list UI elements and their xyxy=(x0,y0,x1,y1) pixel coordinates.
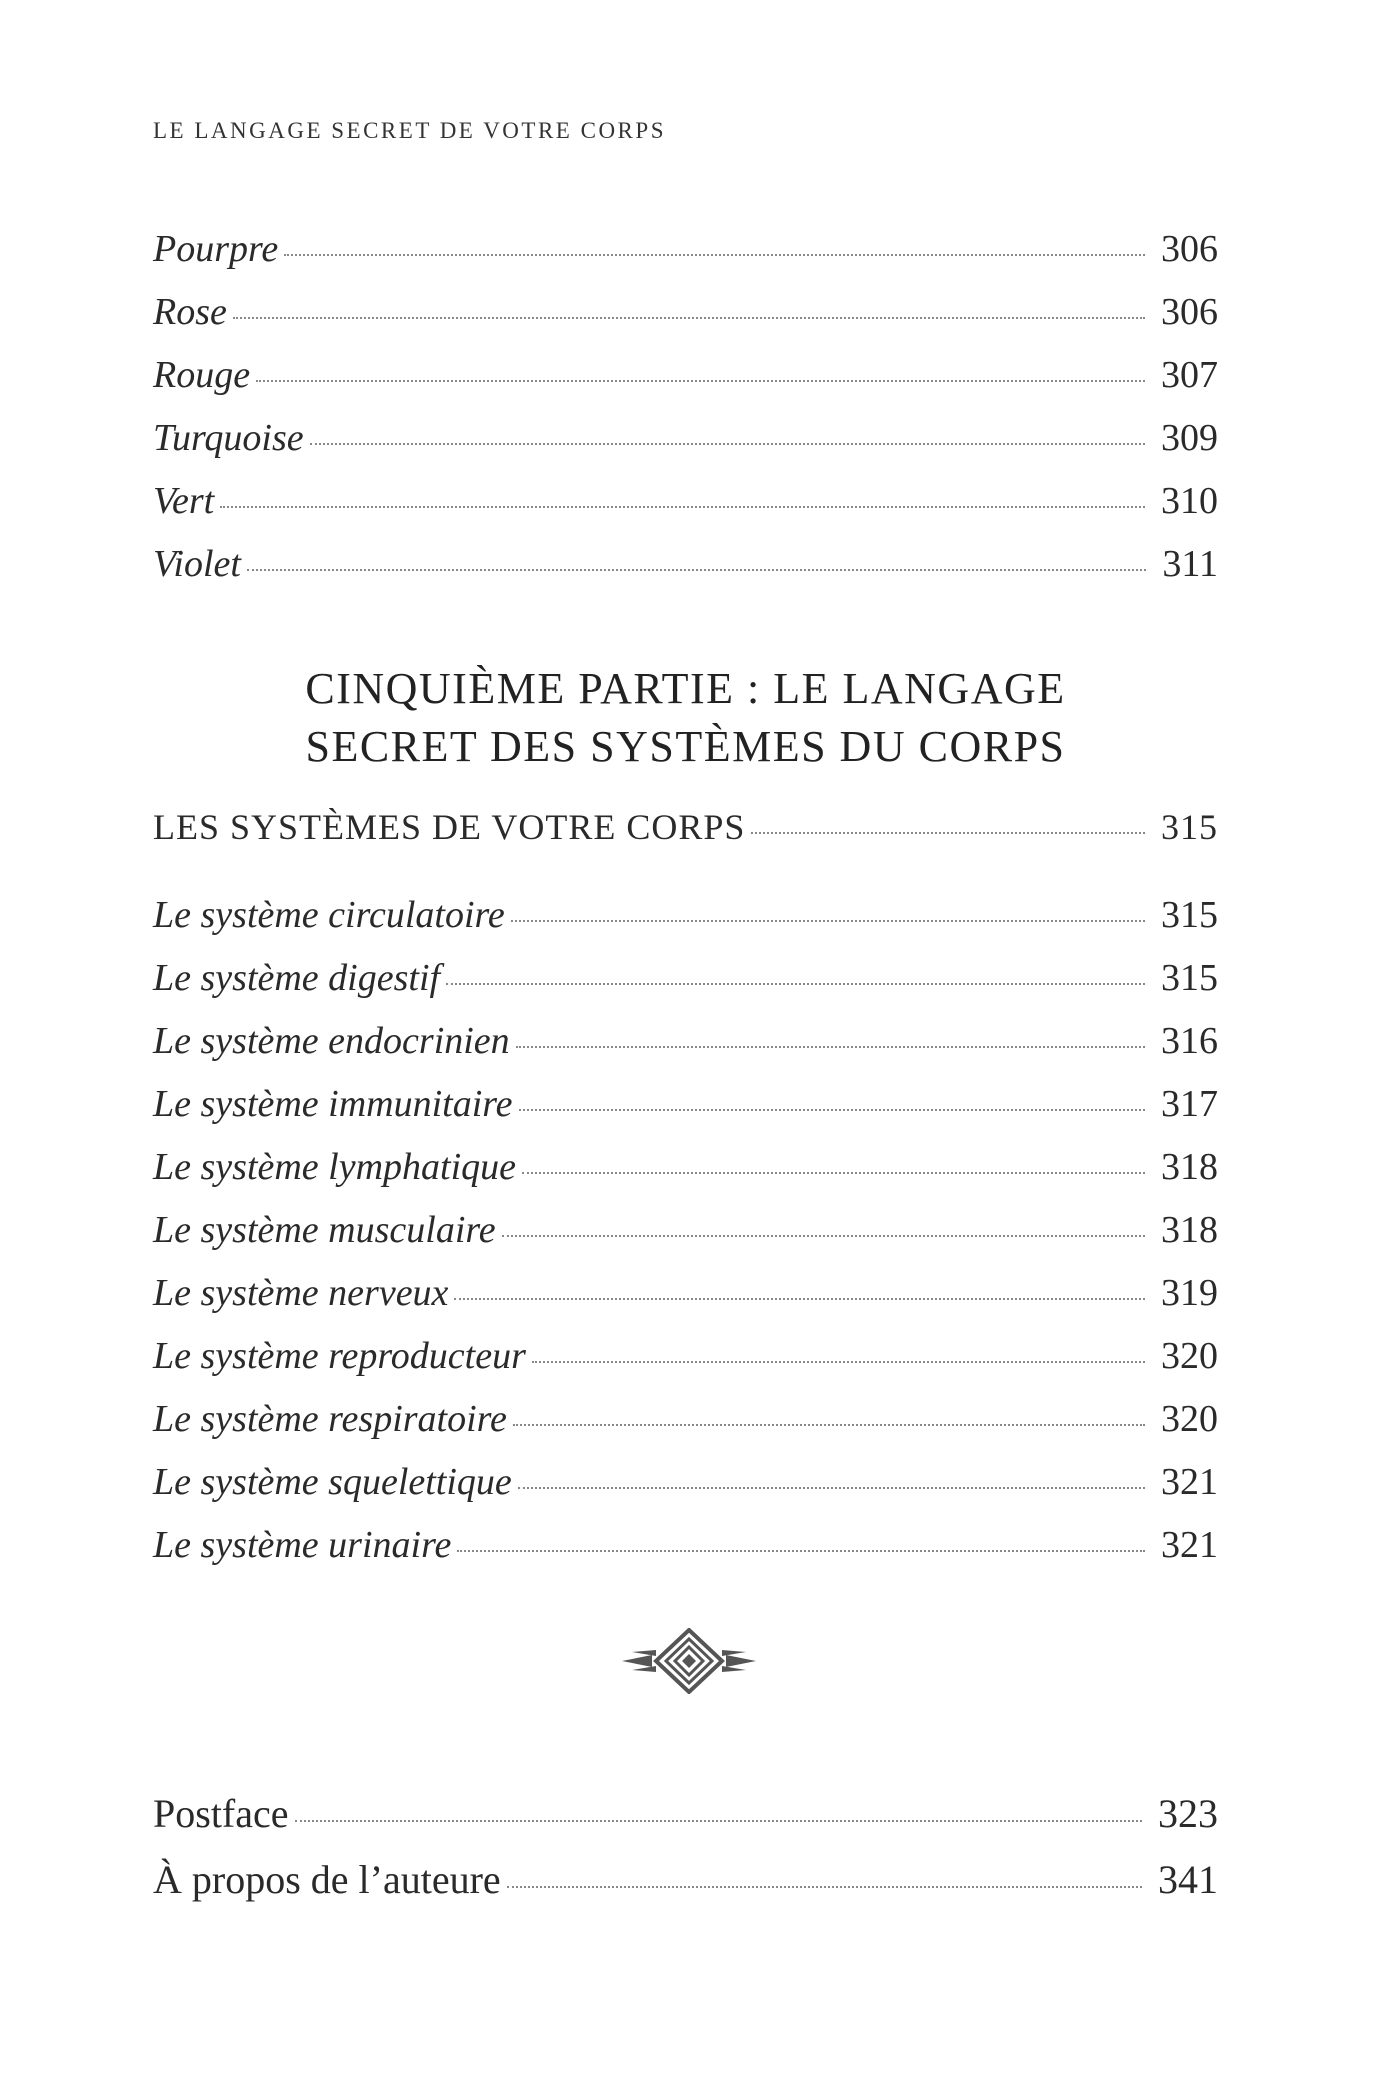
toc-entry-title: À propos de l’auteure xyxy=(153,1857,501,1902)
toc-entry-title: Violet xyxy=(153,543,241,585)
toc-entry-title: Postface xyxy=(153,1791,289,1836)
toc-entry-title: Le système circulatoire xyxy=(153,894,505,936)
toc-entry-title: Vert xyxy=(153,480,215,522)
toc-entry-title: Le système endocrinien xyxy=(153,1020,510,1062)
toc-entry-title: Le système respiratoire xyxy=(153,1398,507,1440)
toc-entry-page: 307 xyxy=(1161,354,1218,396)
toc-entry-page: 321 xyxy=(1161,1461,1218,1503)
toc-entry-title: Le système musculaire xyxy=(153,1209,496,1251)
toc-entry-title: Le système digestif xyxy=(153,957,441,999)
toc-entry-page: 315 xyxy=(1161,894,1218,936)
section-toc-list xyxy=(153,808,1218,846)
toc-entry-page: 317 xyxy=(1161,1083,1218,1125)
toc-entry-respiratoire[interactable] xyxy=(153,1400,1218,1463)
toc-entry-page: 309 xyxy=(1161,417,1218,459)
toc-entry-page: 341 xyxy=(1158,1857,1218,1902)
toc-entry-title: Le système reproducteur xyxy=(153,1335,526,1377)
back-matter-toc-list xyxy=(153,1791,1218,1927)
dot-leader xyxy=(233,317,1145,319)
toc-entry-pourpre[interactable] xyxy=(153,230,1218,293)
toc-entry-title: Le système urinaire xyxy=(153,1524,452,1566)
toc-entry-postface[interactable] xyxy=(153,1791,1218,1861)
part-heading xyxy=(153,660,1218,776)
toc-entry-lymphatique[interactable] xyxy=(153,1148,1218,1211)
toc-entry-digestif[interactable] xyxy=(153,959,1218,1022)
toc-entry-page: 316 xyxy=(1161,1020,1218,1062)
dot-leader xyxy=(220,506,1145,508)
toc-entry-page: 315 xyxy=(1161,957,1218,999)
toc-entry-title: Le système lymphatique xyxy=(153,1146,517,1188)
dot-leader xyxy=(310,443,1145,445)
running-head: LE LANGAGE SECRET DE VOTRE CORPS xyxy=(153,118,666,143)
toc-entry-endocrinien[interactable] xyxy=(153,1022,1218,1085)
dot-leader xyxy=(513,1424,1145,1426)
toc-entry-page: 311 xyxy=(1162,543,1218,585)
toc-entry-title: Rose xyxy=(153,291,227,333)
toc-entry-title: Le système immunitaire xyxy=(153,1083,513,1125)
toc-entry-page: 323 xyxy=(1158,1791,1218,1836)
dot-leader xyxy=(284,254,1145,256)
toc-entry-page: 320 xyxy=(1161,1398,1218,1440)
toc-entry-turquoise[interactable] xyxy=(153,419,1218,482)
part-heading-line2: SECRET DES SYSTÈMES DU CORPS xyxy=(305,722,1066,771)
part-heading-line1: CINQUIÈME PARTIE : LE LANGAGE xyxy=(305,664,1066,713)
toc-entry-page: 321 xyxy=(1161,1524,1218,1566)
toc-entry-title: Le système squelettique xyxy=(153,1461,512,1503)
toc-entry-page: 318 xyxy=(1161,1209,1218,1251)
dot-leader xyxy=(522,1172,1145,1174)
toc-entry-page: 319 xyxy=(1161,1272,1218,1314)
toc-entry-reproducteur[interactable] xyxy=(153,1337,1218,1400)
dot-leader xyxy=(247,569,1146,571)
toc-entry-page: 318 xyxy=(1161,1146,1218,1188)
dot-leader xyxy=(256,380,1145,382)
colors-toc-list xyxy=(153,230,1218,608)
dot-leader xyxy=(519,1109,1145,1111)
toc-entry-rouge[interactable] xyxy=(153,356,1218,419)
dot-leader xyxy=(507,1886,1142,1888)
dot-leader xyxy=(751,832,1145,834)
toc-entry-page: 310 xyxy=(1161,480,1218,522)
dot-leader xyxy=(518,1487,1145,1489)
toc-entry-musculaire[interactable] xyxy=(153,1211,1218,1274)
toc-entry-a-propos[interactable] xyxy=(153,1857,1218,1927)
toc-entry-vert[interactable] xyxy=(153,482,1218,545)
toc-entry-title: Le système nerveux xyxy=(153,1272,449,1314)
dot-leader xyxy=(511,920,1145,922)
dot-leader xyxy=(532,1361,1145,1363)
toc-entry-title: Pourpre xyxy=(153,228,279,270)
dot-leader xyxy=(516,1046,1145,1048)
toc-entry-circulatoire[interactable] xyxy=(153,896,1218,959)
systems-toc-list xyxy=(153,896,1218,1589)
toc-entry-violet[interactable] xyxy=(153,545,1218,608)
toc-entry-page: 306 xyxy=(1161,291,1218,333)
diamond-ornament-icon xyxy=(622,1628,756,1694)
dot-leader xyxy=(454,1298,1145,1300)
toc-entry-page: 320 xyxy=(1161,1335,1218,1377)
dot-leader xyxy=(446,983,1145,985)
toc-entry-squelettique[interactable] xyxy=(153,1463,1218,1526)
toc-entry-nerveux[interactable] xyxy=(153,1274,1218,1337)
toc-entry-les-systemes[interactable] xyxy=(153,808,1218,846)
toc-entry-rose[interactable] xyxy=(153,293,1218,356)
toc-entry-title: LES SYSTÈMES DE VOTRE CORPS xyxy=(153,807,746,847)
dot-leader xyxy=(457,1550,1145,1552)
dot-leader xyxy=(502,1235,1145,1237)
toc-entry-title: Turquoise xyxy=(153,417,304,459)
dot-leader xyxy=(295,1820,1142,1822)
toc-entry-urinaire[interactable] xyxy=(153,1526,1218,1589)
toc-entry-title: Rouge xyxy=(153,354,251,396)
toc-entry-page: 306 xyxy=(1161,228,1218,270)
toc-entry-page: 315 xyxy=(1161,807,1218,847)
toc-entry-immunitaire[interactable] xyxy=(153,1085,1218,1148)
